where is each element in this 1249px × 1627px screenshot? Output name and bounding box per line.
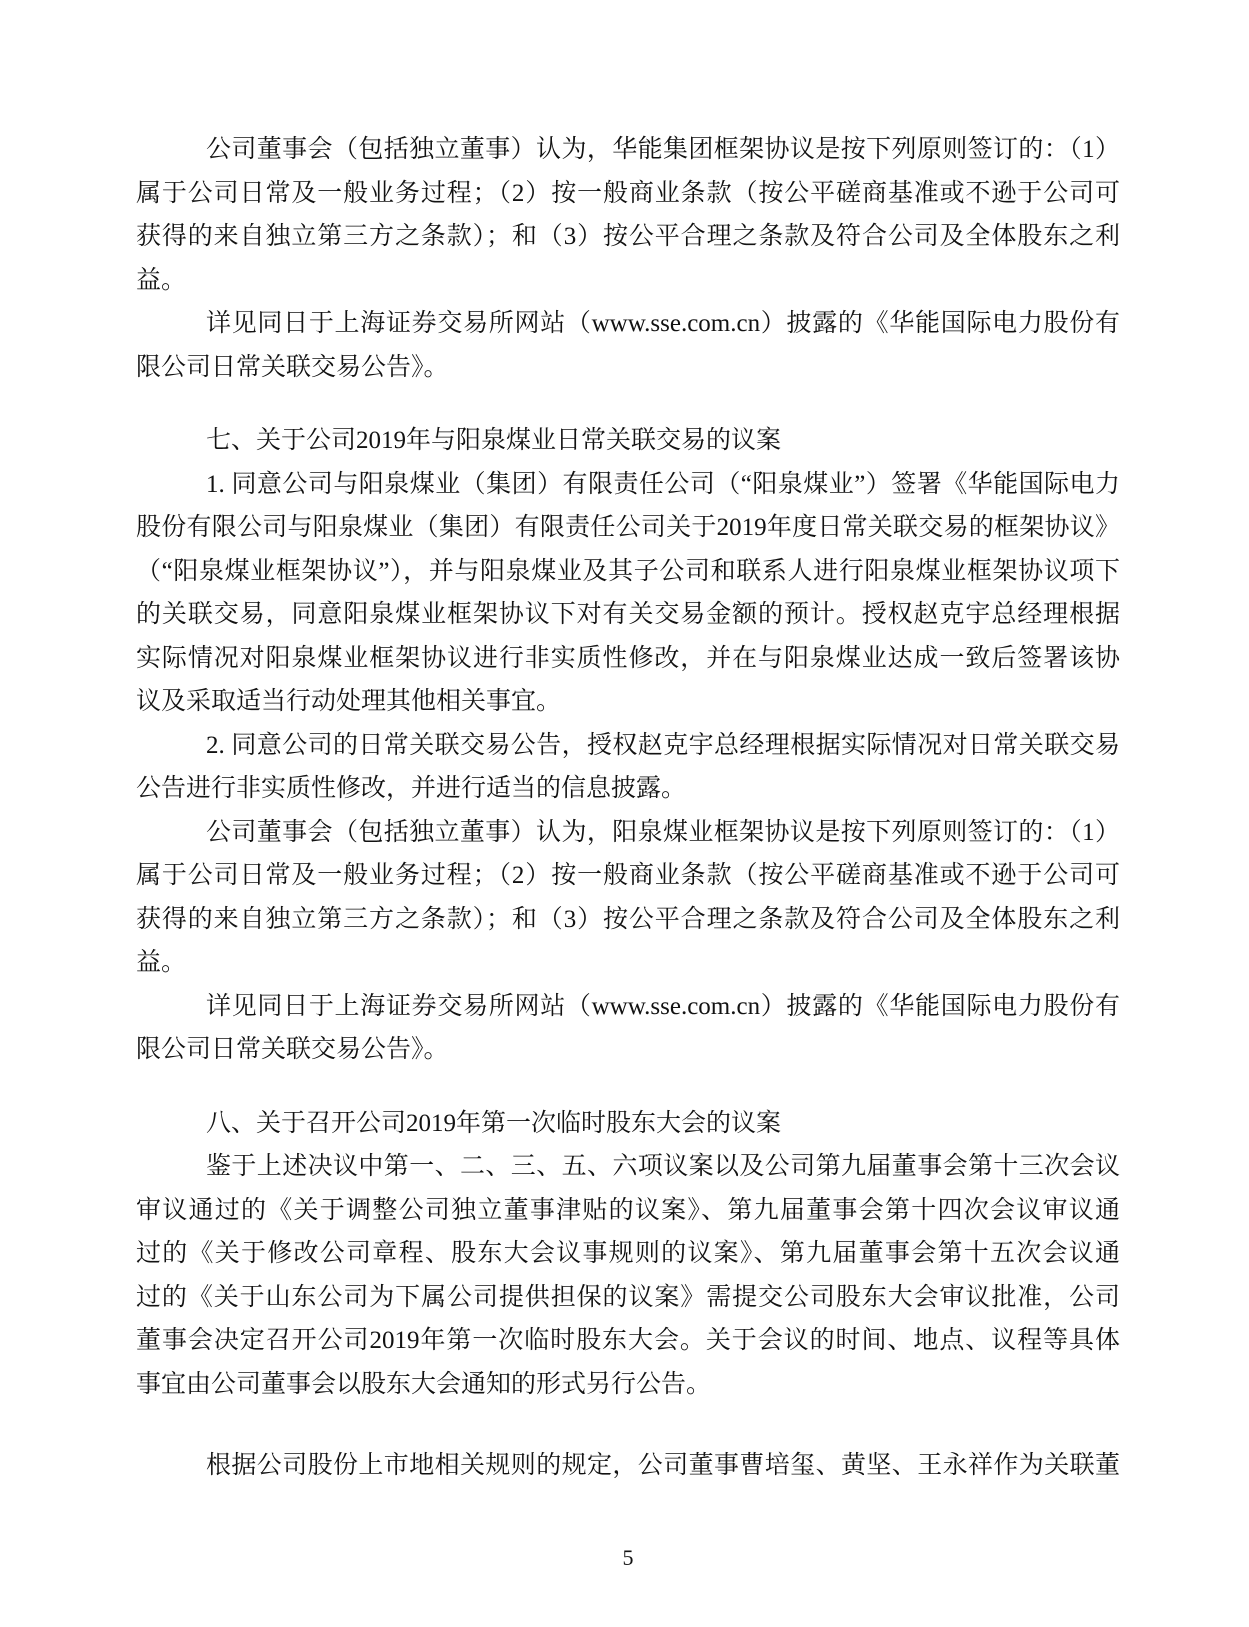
- text-line: 属于公司日常及一般业务过程；（2）按一般商业条款（按公平磋商基准或不逊于公司可: [136, 179, 1120, 207]
- text-line: 过的《关于山东公司为下属公司提供担保的议案》需提交公司股东大会审议批准，公司: [136, 1283, 1120, 1311]
- text-line: 过的《关于修改公司章程、股东大会议事规则的议案》、第九届董事会第十五次会议通: [136, 1240, 1120, 1267]
- text-line: 详见同日于上海证券交易所网站（www.sse.com.cn）披露的《华能国际电力股份有: [206, 310, 1120, 337]
- text-line: 董事会决定召开公司2019年第一次临时股东大会。关于会议的时间、地点、议程等具体: [136, 1327, 1120, 1354]
- text-line: 根据公司股份上市地相关规则的规定，公司董事曹培玺、黄坚、王永祥作为关联董: [206, 1452, 1120, 1479]
- text-line: 的关联交易，同意阳泉煤业框架协议下对有关交易金额的预计。授权赵克宇总经理根据: [136, 601, 1120, 628]
- text-line: 公司董事会（包括独立董事）认为，华能集团框架协议是按下列原则签订的：（1）: [206, 136, 1120, 163]
- section-heading: 七、关于公司2019年与阳泉煤业日常关联交易的议案: [206, 427, 782, 454]
- text-line: 1. 同意公司与阳泉煤业（集团）有限责任公司（“阳泉煤业”）签署《华能国际电力: [206, 470, 1120, 498]
- text-line: 议及采取适当行动处理其他相关事宜。: [136, 688, 562, 715]
- text-line: 限公司日常关联交易公告》。: [136, 353, 449, 381]
- text-line: 股份有限公司与阳泉煤业（集团）有限责任公司关于2019年度日常关联交易的框架协议》: [136, 514, 1120, 541]
- section-gap: [136, 1406, 1120, 1444]
- text-line: （“阳泉煤业框架协议”），并与阳泉煤业及其子公司和联系人进行阳泉煤业框架协议项下: [136, 557, 1120, 585]
- text-line: 公司董事会（包括独立董事）认为，阳泉煤业框架协议是按下列原则签订的：（1）: [206, 818, 1120, 846]
- text-line: 公告进行非实质性修改，并进行适当的信息披露。: [136, 775, 687, 802]
- text-line: 益。: [136, 266, 187, 294]
- text-line: 获得的来自独立第三方之条款）；和（3）按公平合理之条款及符合公司及全体股东之利: [136, 223, 1120, 250]
- page-number: 5: [622, 1545, 634, 1570]
- text-line: 详见同日于上海证券交易所网站（www.sse.com.cn）披露的《华能国际电力股份有: [206, 992, 1120, 1020]
- document-body: [136, 128, 1120, 1488]
- text-line: 事宜由公司董事会以股东大会通知的形式另行公告。: [136, 1370, 712, 1398]
- text-line: 2. 同意公司的日常关联交易公告，授权赵克宇总经理根据实际情况对日常关联交易: [206, 731, 1120, 759]
- section-heading: 八、关于召开公司2019年第一次临时股东大会的议案: [206, 1109, 782, 1137]
- text-line: 鉴于上述决议中第一、二、三、五、六项议案以及公司第九届董事会第十三次会议: [206, 1153, 1120, 1180]
- section-gap: [136, 389, 1120, 419]
- text-line: 获得的来自独立第三方之条款）；和（3）按公平合理之条款及符合公司及全体股东之利: [136, 905, 1120, 933]
- text-line: 益。: [136, 949, 187, 976]
- text-line: 审议通过的《关于调整公司独立董事津贴的议案》、第九届董事会第十四次会议审议通: [136, 1196, 1120, 1224]
- text-line: 属于公司日常及一般业务过程；（2）按一般商业条款（按公平磋商基准或不逊于公司可: [136, 862, 1120, 889]
- text-line: 实际情况对阳泉煤业框架协议进行非实质性修改，并在与阳泉煤业达成一致后签署该协: [136, 644, 1120, 672]
- text-line: 限公司日常关联交易公告》。: [136, 1036, 449, 1063]
- section-gap: [136, 1072, 1120, 1102]
